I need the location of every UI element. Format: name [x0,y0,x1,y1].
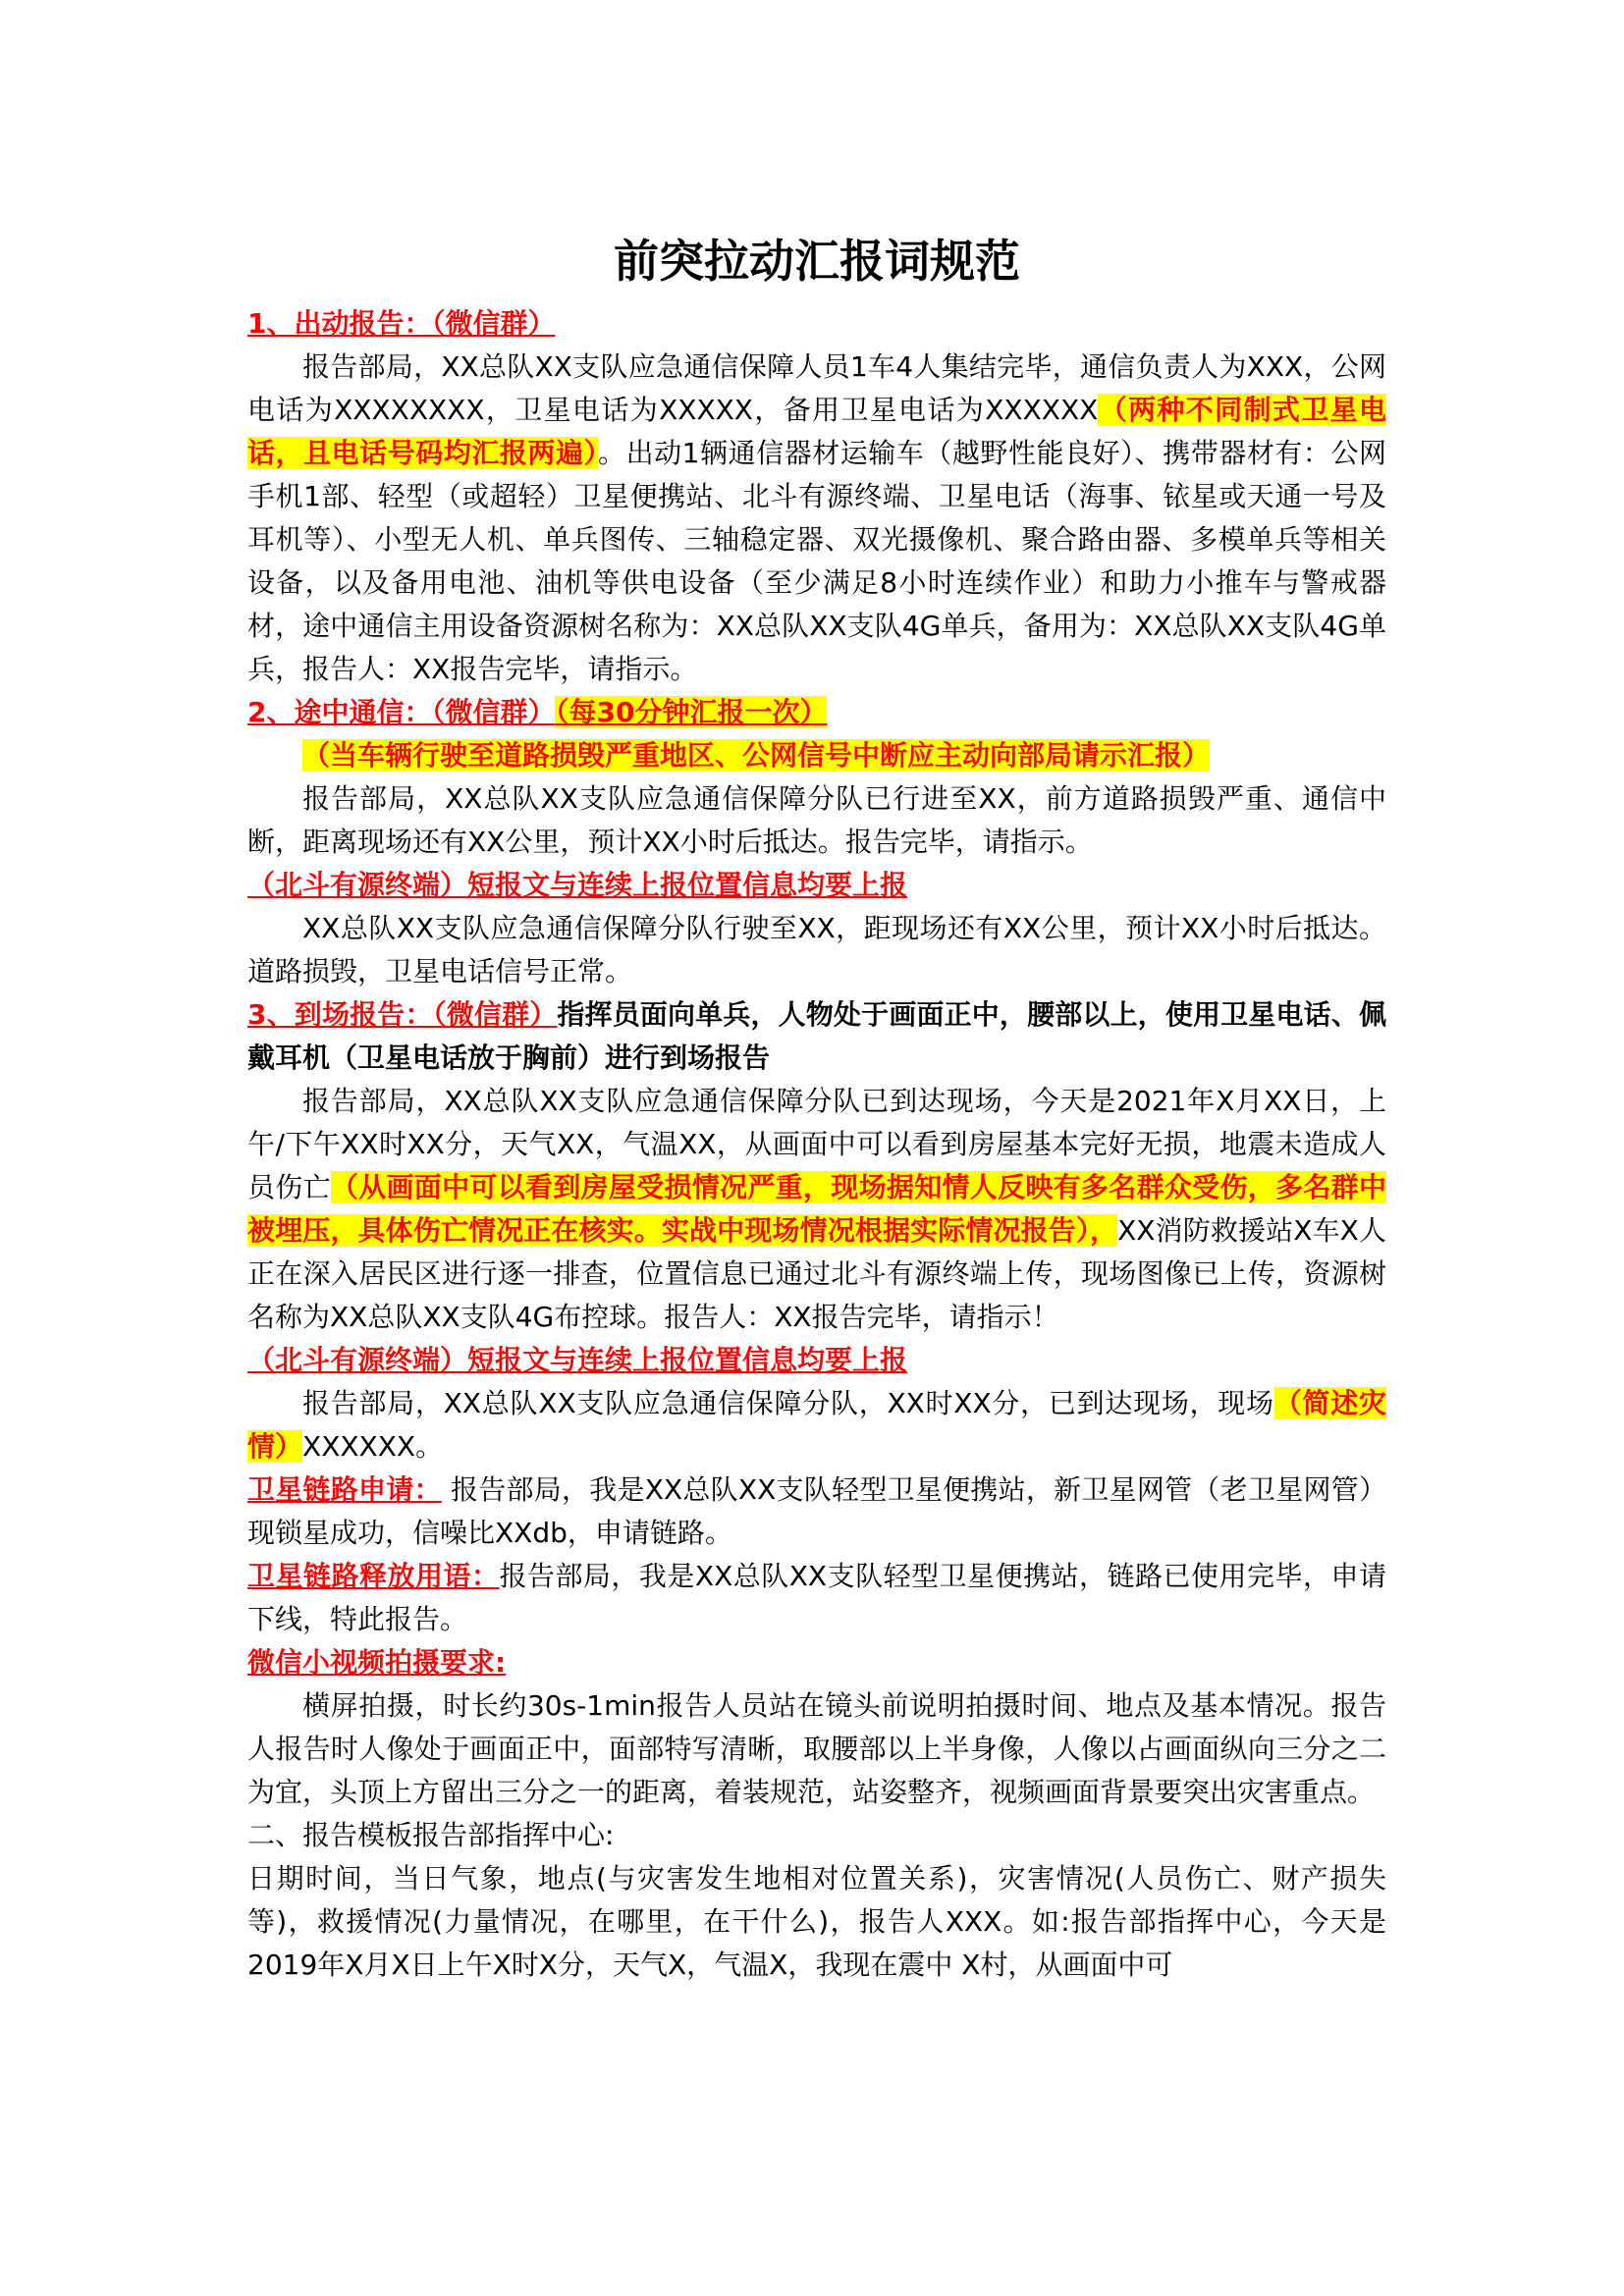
template-heading [247,1814,1386,1857]
section1-text-b: 。出动1辆通信器材运输车（越野性能良好）、携带器材有：公网手机1部、轻型（或超轻）卫星便携站、北斗有源终端、卫星电话（海事、铱星或天通一号及耳机等）、小型无人机、单兵图传、三轴稳定器、双光摄像机、聚合路由器、多模单兵等相关设备，以及备用电池、油机等供电设备（至少满足8小时连续作业）和助力小推车与警戒器材，途中通信主用设备资源树名称为：XX总队XX支队4G单兵，备用为：XX总队XX支队4G单兵，报告人：XX报告完毕，请指示。 [247,437,1386,685]
section1-heading-text: 1、出动报告：（微信群） [247,307,556,340]
section2-paragraph [247,777,1386,864]
section3-beidou-paragraph [247,1382,1386,1468]
satellite-release-text: 报告部局，我是XX总队XX支队轻型卫星便携站，链路已使用完毕，申请下线，特此报告。 [247,1560,1386,1635]
section3-heading-rest: 指挥员面向单兵，人物处于画面正中，腰部以上，使用卫星电话、佩戴耳机（卫星电话放于胸前）进行到场报告 [247,998,1386,1074]
page-title: 前突拉动汇报词规范 [614,235,1020,288]
section2-heading-highlight: （每30分钟汇报一次） [555,696,828,728]
satellite-apply-paragraph [247,1468,1386,1555]
section3-beidou-text-b: XXXXXX。 [302,1430,444,1463]
section3-heading-text: 3、到场报告：（微信群） [247,998,558,1031]
section3-text-b: XX消防救援站X车X人正在深入居民区进行逐一排查，位置信息已通过北斗有源终端上传，现场图像已上传，资源树名称为XX总队XX支队4G布控球。报告人：XX报告完毕，请指示！ [247,1214,1386,1333]
section1-text-a: 报告部局，XX总队XX支队应急通信保障人员1车4人集结完毕，通信负责人为XXX，公网电话为XXXXXXXX，卫星电话为XXXXX，备用卫星电话为XXXXXX [247,350,1386,426]
section3-beidou-heading-text: （北斗有源终端）短报文与连续上报位置信息均要上报 [247,1344,908,1376]
section3-text-a: 报告部局，XX总队XX支队应急通信保障分队已到达现场，今天是2021年X月XX日，上午/下午XX时XX分，天气XX，气温XX，从画面中可以看到房屋基本完好无损，地震未造成人员伤亡 [247,1085,1386,1203]
video-text: 横屏拍摄，时长约30s-1min报告人员站在镜头前说明拍摄时间、地点及基本情况。报告人报告时人像处于画面正中，面部特写清晰，取腰部以上半身像，人像以占画面纵向三分之二为宜，头顶上方留出三分之一的距离，着装规范，站姿整齐，视频画面背景要突出灾害重点。 [247,1689,1386,1808]
section1-heading [247,302,1386,346]
document-body [247,230,1386,1987]
satellite-release-paragraph [247,1555,1386,1641]
section2-text: 报告部局，XX总队XX支队应急通信保障分队已行进至XX，前方道路损毁严重、通信中断，距离现场还有XX公里，预计XX小时后抵达。报告完毕，请指示。 [247,782,1386,858]
satellite-release-label: 卫星链路释放用语： [247,1560,500,1592]
section3-beidou-highlight: （简述灾情） [247,1387,1386,1463]
satellite-apply-text: 报告部局，我是XX总队XX支队轻型卫星便携站，新卫星网管（老卫星网管）现锁星成功，信噪比XXdb，申请链路。 [247,1473,1386,1549]
video-paragraph [247,1684,1386,1814]
section1-highlight: （两种不同制式卫星电话，且电话号码均汇报两遍） [247,394,1386,469]
section3-paragraph [247,1080,1386,1339]
section2-heading [247,691,1386,734]
template-text: 日期时间，当日气象，地点(与灾害发生地相对位置关系)，灾害情况(人员伤亡、财产损失等)，救援情况(力量情况，在哪里，在干什么)，报告人XXX。如:报告部指挥中心，今天是2019年X月X日上午X时X分，天气X，气温X，我现在震中 X村，从画面中可 [247,1862,1386,1981]
section3-highlight: （从画面中可以看到房屋受损情况严重，现场据知情人反映有多名群众受伤，多名群中被埋压，具体伤亡情况正在核实。实战中现场情况根据实际情况报告）， [247,1171,1386,1247]
section3-beidou-text-a: 报告部局，XX总队XX支队应急通信保障分队，XX时XX分，已到达现场，现场 [302,1387,1274,1419]
section2-beidou-paragraph [247,907,1386,993]
template-paragraph [247,1857,1386,1987]
section2-beidou-heading [247,864,1386,907]
section3-beidou-heading [247,1339,1386,1382]
section2-note-highlight: （当车辆行驶至道路损毁严重地区、公网信号中断应主动向部局请示汇报） [302,739,1211,772]
satellite-apply-label: 卫星链路申请： [247,1473,442,1506]
section2-heading-text: 2、途中通信：（微信群） [247,696,556,728]
section2-beidou-heading-text: （北斗有源终端）短报文与连续上报位置信息均要上报 [247,869,908,901]
video-heading-text: 微信小视频拍摄要求: [247,1646,507,1679]
section2-beidou-text: XX总队XX支队应急通信保障分队行驶至XX，距现场还有XX公里，预计XX小时后抵达。道路损毁，卫星电话信号正常。 [247,912,1386,988]
video-heading [247,1641,1386,1684]
section2-note [247,734,1386,777]
section3-heading [247,993,1386,1080]
template-heading-text: 二、报告模板报告部指挥中心: [247,1819,615,1851]
section1-paragraph [247,346,1386,691]
